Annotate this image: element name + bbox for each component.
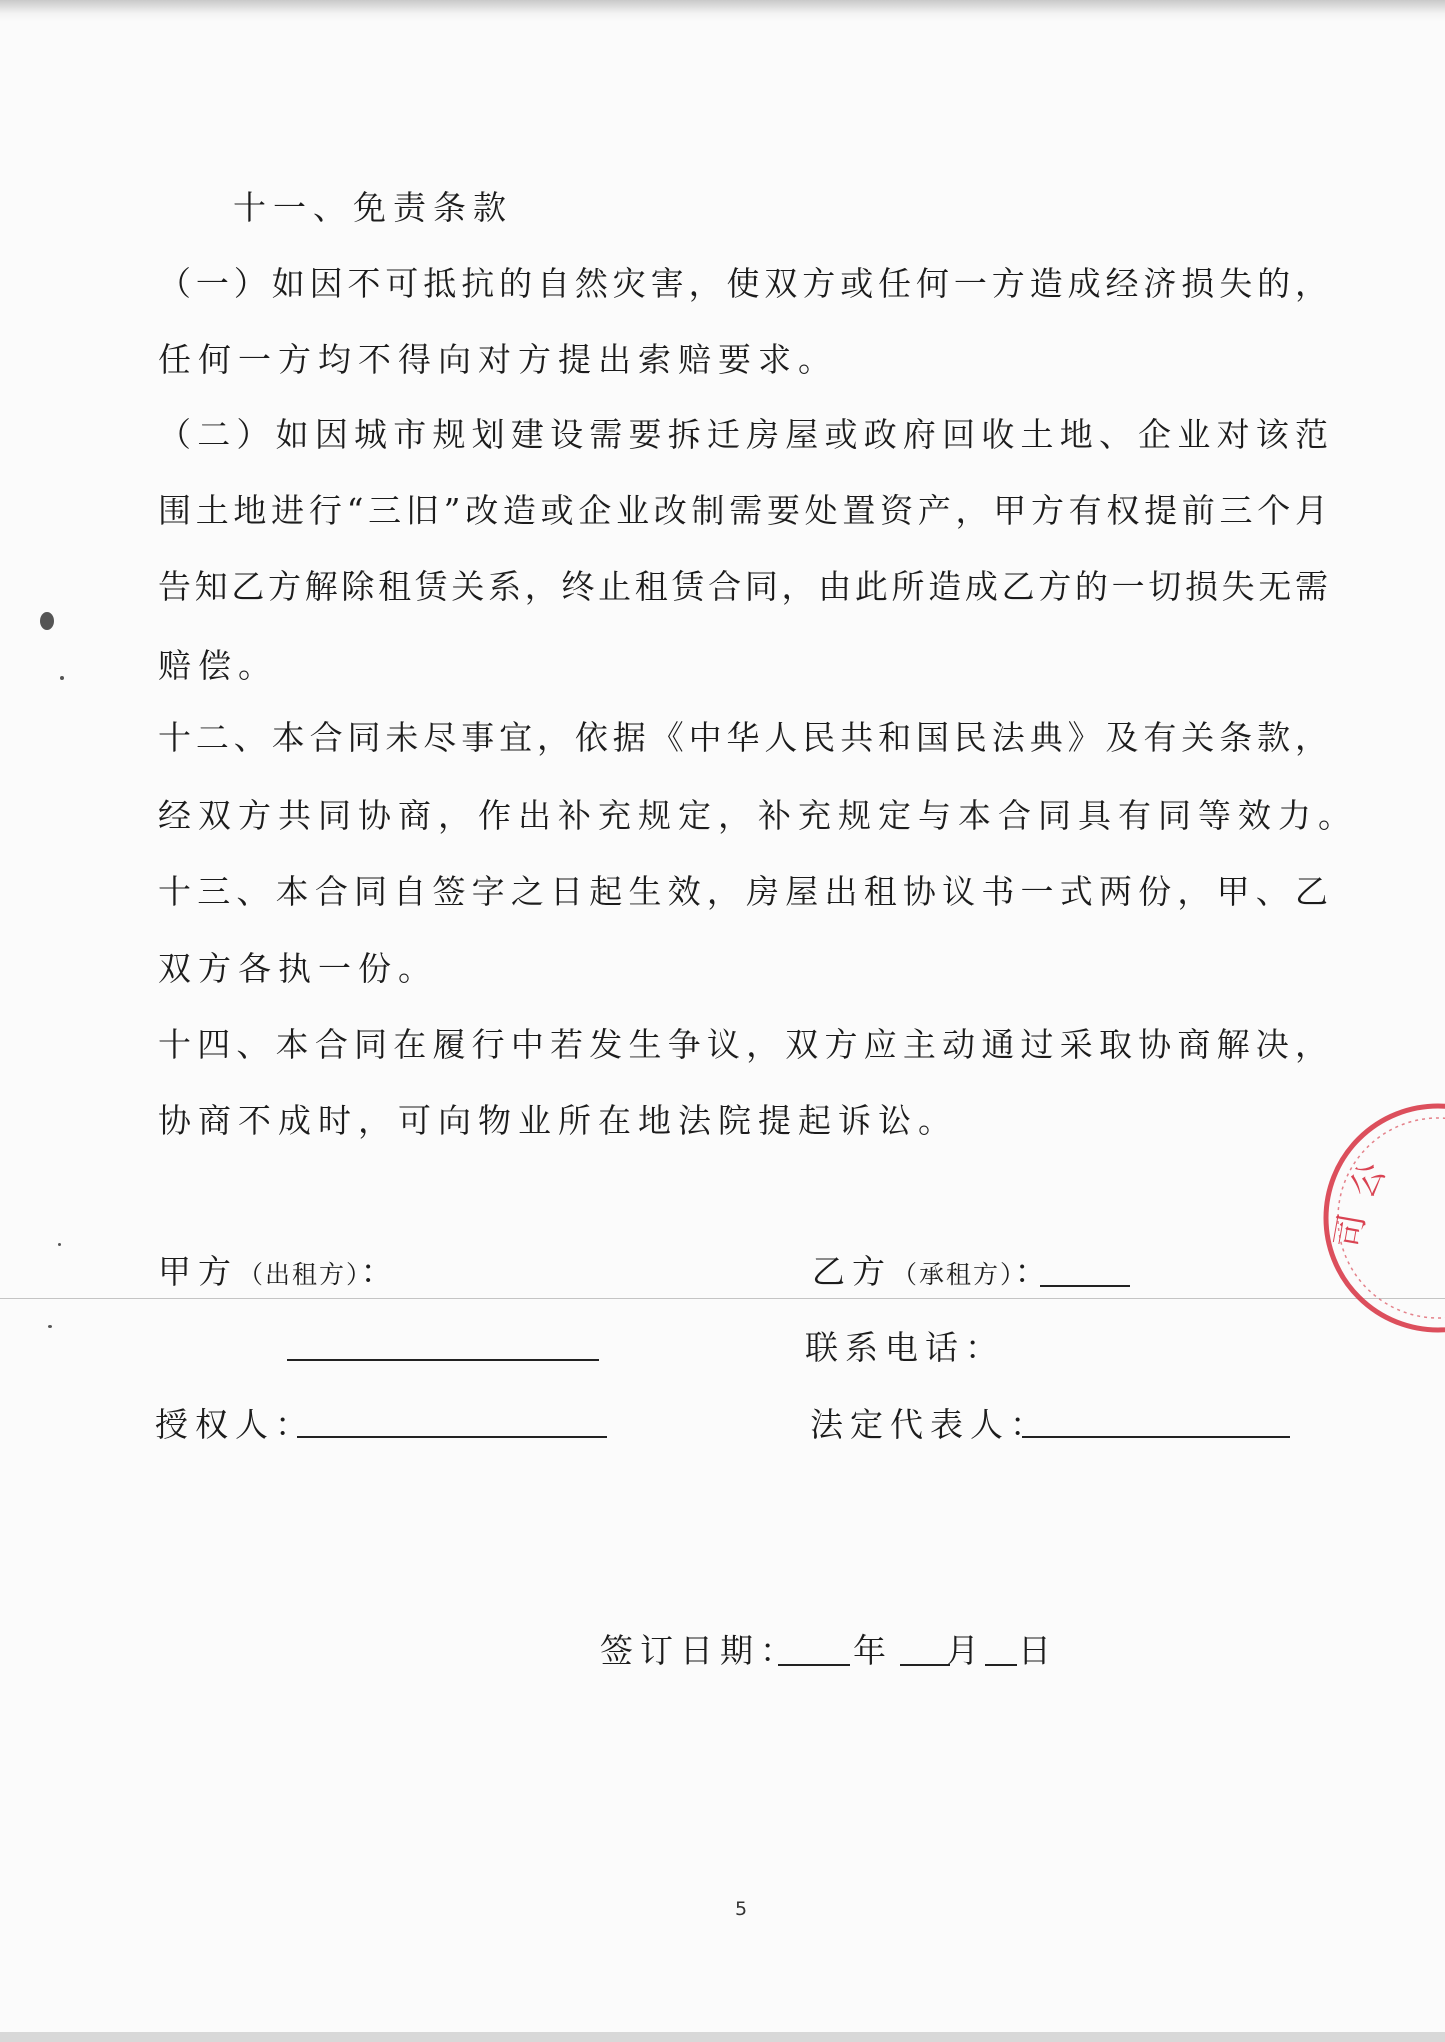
- authorized-person-label: 授权人：: [155, 1405, 315, 1444]
- party-b-prefix: 乙方: [812, 1252, 892, 1291]
- party-a-prefix: 甲方: [158, 1252, 238, 1291]
- authorized-person-blank[interactable]: [297, 1436, 607, 1438]
- section-12-line-1: 十二、本合同未尽事宜，依据《中华人民共和国民法典》及有关条款，: [158, 718, 1328, 757]
- scan-speck: [60, 676, 64, 680]
- contact-phone-label: 联系电话：: [805, 1328, 1005, 1367]
- party-a-label: [158, 1252, 401, 1295]
- clause-11-2-line-3: 告知乙方解除租赁关系，终止租赁合同，由此所造成乙方的一切损失无需: [158, 567, 1328, 606]
- party-b-signature-blank[interactable]: [1040, 1285, 1130, 1287]
- seal-char-1: 公: [1342, 1155, 1394, 1205]
- section-13-line-2: 双方各执一份。: [158, 949, 438, 988]
- day-blank[interactable]: [985, 1664, 1017, 1666]
- company-seal: [1318, 1098, 1445, 1338]
- party-a-colon: ：: [360, 1252, 401, 1291]
- legal-representative-label: 法定代表人：: [810, 1405, 1050, 1444]
- scan-speck: [58, 1243, 61, 1246]
- clause-11-2-line-2: 围土地进行“三旧”改造或企业改制需要处置资产，甲方有权提前三个月: [158, 491, 1328, 530]
- year-label: 年: [853, 1631, 893, 1670]
- scan-speck: [40, 612, 54, 630]
- clause-11-2-line-4: 赔偿。: [158, 646, 278, 685]
- month-label: 月: [946, 1631, 986, 1670]
- section-13-line-1: 十三、本合同自签字之日起生效，房屋出租协议书一式两份，甲、乙: [158, 872, 1328, 911]
- section-11-title: 十一、免责条款: [233, 188, 513, 227]
- legal-representative-blank[interactable]: [1022, 1436, 1290, 1438]
- year-blank[interactable]: [778, 1664, 850, 1666]
- seal-char-2: 司: [1327, 1210, 1374, 1252]
- scan-bottom-edge: [0, 2032, 1445, 2042]
- section-14-line-2: 协商不成时，可向物业所在地法院提起诉讼。: [158, 1101, 958, 1140]
- section-14-line-1: 十四、本合同在履行中若发生争议，双方应主动通过采取协商解决，: [158, 1025, 1328, 1064]
- paper-fold-line: [0, 1298, 1445, 1299]
- day-label: 日: [1018, 1631, 1058, 1670]
- scan-top-edge: [0, 0, 1445, 22]
- scan-speck: [48, 1325, 52, 1328]
- party-a-signature-blank[interactable]: [287, 1359, 599, 1361]
- page-number: 5: [735, 1898, 748, 1920]
- sign-date-label: 签订日期：: [600, 1631, 800, 1670]
- month-blank[interactable]: [900, 1664, 950, 1666]
- clause-11-1-line-2: 任何一方均不得向对方提出索赔要求。: [158, 340, 838, 379]
- clause-11-2-line-1: （二）如因城市规划建设需要拆迁房屋或政府回收土地、企业对该范: [158, 415, 1328, 454]
- party-b-role: （承租方）: [892, 1260, 1015, 1289]
- party-b-label: [812, 1252, 1055, 1295]
- section-12-line-2: 经双方共同协商，作出补充规定，补充规定与本合同具有同等效力。: [158, 796, 1358, 835]
- clause-11-1-line-1: （一）如因不可抵抗的自然灾害，使双方或任何一方造成经济损失的，: [158, 264, 1328, 303]
- party-b-colon: ：: [1014, 1252, 1055, 1291]
- party-a-role: （出租方）: [238, 1260, 361, 1289]
